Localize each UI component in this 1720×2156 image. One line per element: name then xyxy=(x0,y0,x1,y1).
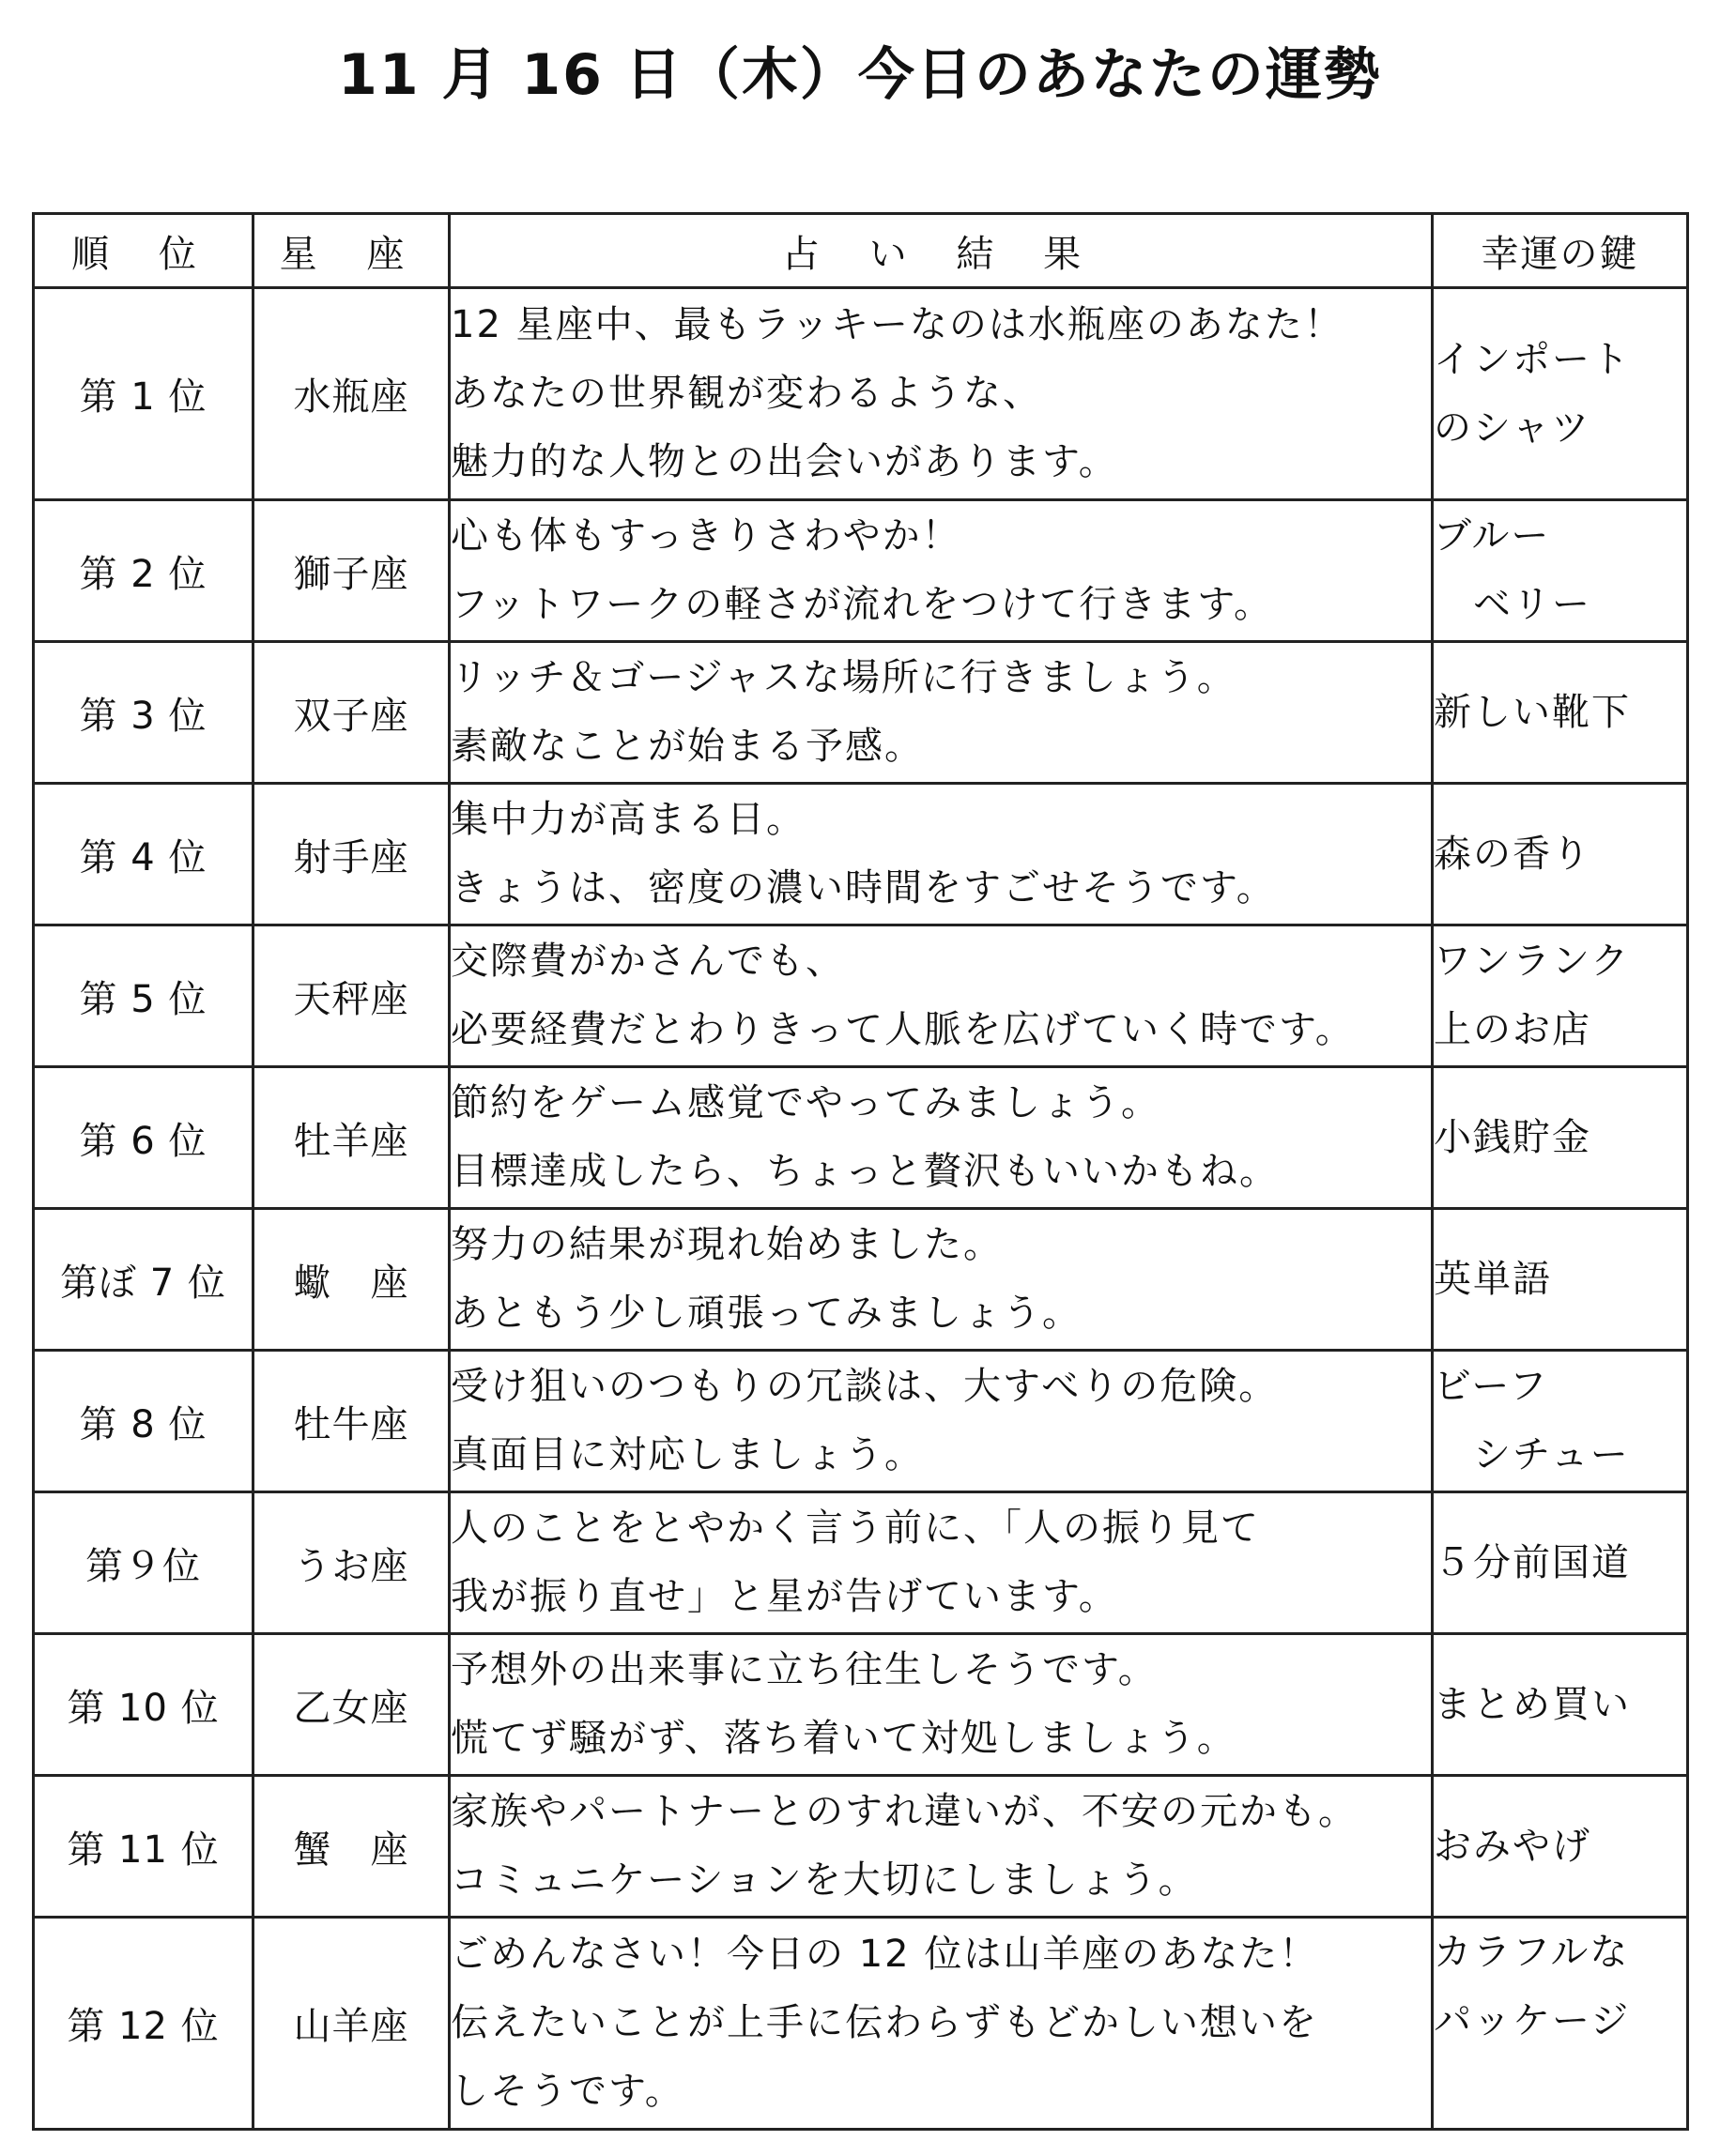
sign-cell: 山羊座 xyxy=(253,1918,450,2130)
result-line: 節約をゲーム感覚でやってみましょう。 xyxy=(451,1081,1160,1124)
header-lucky-key: 幸運の鍵 xyxy=(1433,214,1688,288)
lucky-key-cell xyxy=(1433,784,1688,925)
lucky-key-line: 新しい靴下 xyxy=(1434,690,1631,734)
result-line: きょうは、密度の濃い時間をすごせそうです。 xyxy=(451,866,1276,910)
result-line: あなたの世界観が変わるような、 xyxy=(451,372,1042,415)
result-cell xyxy=(450,288,1433,500)
result-cell xyxy=(450,642,1433,784)
lucky-key-cell xyxy=(1433,1209,1688,1351)
table-row xyxy=(34,1351,1688,1492)
rank-cell: 第９位 xyxy=(34,1492,253,1634)
lucky-key-cell xyxy=(1433,500,1688,642)
horoscope-ranking-table xyxy=(32,212,1689,2131)
result-line: フットワークの軽さが流れをつけて行きます。 xyxy=(451,583,1273,626)
lucky-key-line: まとめ買い xyxy=(1434,1682,1631,1726)
table-row xyxy=(34,1918,1688,2130)
sign-cell: 乙女座 xyxy=(253,1634,450,1776)
result-cell xyxy=(450,784,1433,925)
table-row xyxy=(34,288,1688,500)
sign-cell: 水瓶座 xyxy=(253,288,450,500)
rank-cell: 第 12 位 xyxy=(34,1918,253,2130)
result-line: 伝えたいことが上手に伝わらずもどかしい想いを xyxy=(451,2001,1318,2044)
result-cell xyxy=(450,1776,1433,1918)
lucky-key-line: おみやげ xyxy=(1434,1824,1591,1868)
lucky-key-line: インポート xyxy=(1434,337,1631,381)
header-result: 占 い 結 果 xyxy=(450,214,1433,288)
result-cell xyxy=(450,1492,1433,1634)
lucky-key-line: のシャツ xyxy=(1434,405,1591,450)
table-header-row xyxy=(34,214,1688,288)
lucky-key-line: カラフルな xyxy=(1434,1931,1630,1974)
result-line: 素敵なことが始まる予感。 xyxy=(451,725,924,768)
result-line: 家族やパートナーとのすれ違いが、不安の元かも。 xyxy=(451,1790,1358,1833)
lucky-key-line: シチュー xyxy=(1434,1433,1630,1476)
rank-cell: 第 5 位 xyxy=(34,925,253,1067)
header-sign: 星 座 xyxy=(253,214,450,288)
lucky-key-cell xyxy=(1433,288,1688,500)
table-row xyxy=(34,925,1688,1067)
result-line: 交際費がかさんでも、 xyxy=(451,940,845,983)
lucky-key-cell xyxy=(1433,1067,1688,1209)
lucky-key-line: 小銭貯金 xyxy=(1434,1115,1591,1159)
lucky-key-line: ブルー xyxy=(1434,514,1551,558)
lucky-key-cell xyxy=(1433,1492,1688,1634)
lucky-key-cell xyxy=(1433,1351,1688,1492)
result-cell xyxy=(450,1067,1433,1209)
table-row xyxy=(34,1209,1688,1351)
result-line: 我が振り直せ」と星が告げています。 xyxy=(451,1575,1118,1618)
rank-cell: 第 10 位 xyxy=(34,1634,253,1776)
table-row xyxy=(34,784,1688,925)
result-cell xyxy=(450,925,1433,1067)
rank-cell: 第 1 位 xyxy=(34,288,253,500)
rank-cell: 第 4 位 xyxy=(34,784,253,925)
result-line: あともう少し頑張ってみましょう。 xyxy=(451,1292,1082,1335)
lucky-key-line: 英単語 xyxy=(1434,1257,1552,1301)
table-row xyxy=(34,1067,1688,1209)
result-line: ごめんなさい！今日の 12 位は山羊座のあなた！ xyxy=(451,1933,1319,1976)
page-title: 11 月 16 日（木）今日のあなたの運勢 xyxy=(338,42,1382,108)
lucky-key-cell xyxy=(1433,1776,1688,1918)
result-line: コミュニケーションを大切にしましょう。 xyxy=(451,1858,1198,1902)
table-row xyxy=(34,642,1688,784)
lucky-key-cell xyxy=(1433,1918,1688,2130)
sign-cell: 牡牛座 xyxy=(253,1351,450,1492)
result-cell xyxy=(450,1209,1433,1351)
sign-cell: 双子座 xyxy=(253,642,450,784)
lucky-key-line: ベリー xyxy=(1434,583,1591,626)
lucky-key-line: ワンランク xyxy=(1434,940,1631,983)
table-row xyxy=(34,500,1688,642)
table-row xyxy=(34,1492,1688,1634)
result-line: 予想外の出来事に立ち往生しそうです。 xyxy=(451,1648,1158,1691)
table-row xyxy=(34,1776,1688,1918)
rank-cell: 第 6 位 xyxy=(34,1067,253,1209)
rank-cell: 第 11 位 xyxy=(34,1776,253,1918)
result-line: 12 星座中、最もラッキーなのは水瓶座のあなた！ xyxy=(451,303,1344,346)
sign-cell: うお座 xyxy=(253,1492,450,1634)
result-line: リッチ＆ゴージャスな場所に行きましょう。 xyxy=(451,656,1236,699)
result-cell xyxy=(450,1351,1433,1492)
result-line: 集中力が高まる日。 xyxy=(451,798,806,841)
lucky-key-cell xyxy=(1433,1634,1688,1776)
lucky-key-line: パッケージ xyxy=(1434,1999,1631,2042)
result-line: 努力の結果が現れ始めました。 xyxy=(451,1223,1003,1266)
lucky-key-line: ５分前国道 xyxy=(1434,1540,1631,1584)
table-row xyxy=(34,1634,1688,1776)
sign-cell: 牡羊座 xyxy=(253,1067,450,1209)
result-cell xyxy=(450,1918,1433,2130)
rank-cell: 第 8 位 xyxy=(34,1351,253,1492)
rank-cell: 第ぼ 7 位 xyxy=(34,1209,253,1351)
lucky-key-line: ビーフ xyxy=(1434,1365,1549,1408)
result-line: しそうです。 xyxy=(451,2070,684,2113)
result-line: 受け狙いのつもりの冗談は、大すべりの危険。 xyxy=(451,1365,1279,1408)
result-line: 魅力的な人物との出会いがあります。 xyxy=(451,440,1118,483)
sign-cell: 天秤座 xyxy=(253,925,450,1067)
rank-cell: 第 3 位 xyxy=(34,642,253,784)
result-line: 必要経費だとわりきって人脈を広げていく時です。 xyxy=(451,1008,1355,1051)
lucky-key-line: 上のお店 xyxy=(1434,1008,1591,1051)
header-rank: 順 位 xyxy=(34,214,253,288)
sign-cell: 蟹 座 xyxy=(253,1776,450,1918)
rank-cell: 第 2 位 xyxy=(34,500,253,642)
lucky-key-cell xyxy=(1433,642,1688,784)
lucky-key-cell xyxy=(1433,925,1688,1067)
result-line: 目標達成したら、ちょっと贅沢もいいかもね。 xyxy=(451,1150,1279,1193)
sign-cell: 射手座 xyxy=(253,784,450,925)
result-line: 心も体もすっきりさわやか！ xyxy=(451,514,961,558)
result-cell xyxy=(450,1634,1433,1776)
sign-cell: 獅子座 xyxy=(253,500,450,642)
result-line: 真面目に対応しましょう。 xyxy=(451,1433,924,1476)
sign-cell: 蠍 座 xyxy=(253,1209,450,1351)
result-line: 人のことをとやかく言う前に、「人の振り見て xyxy=(451,1506,1260,1550)
result-line: 慌てず騒がず、落ち着いて対処しましょう。 xyxy=(451,1717,1236,1760)
result-cell xyxy=(450,500,1433,642)
lucky-key-line: 森の香り xyxy=(1434,832,1591,876)
